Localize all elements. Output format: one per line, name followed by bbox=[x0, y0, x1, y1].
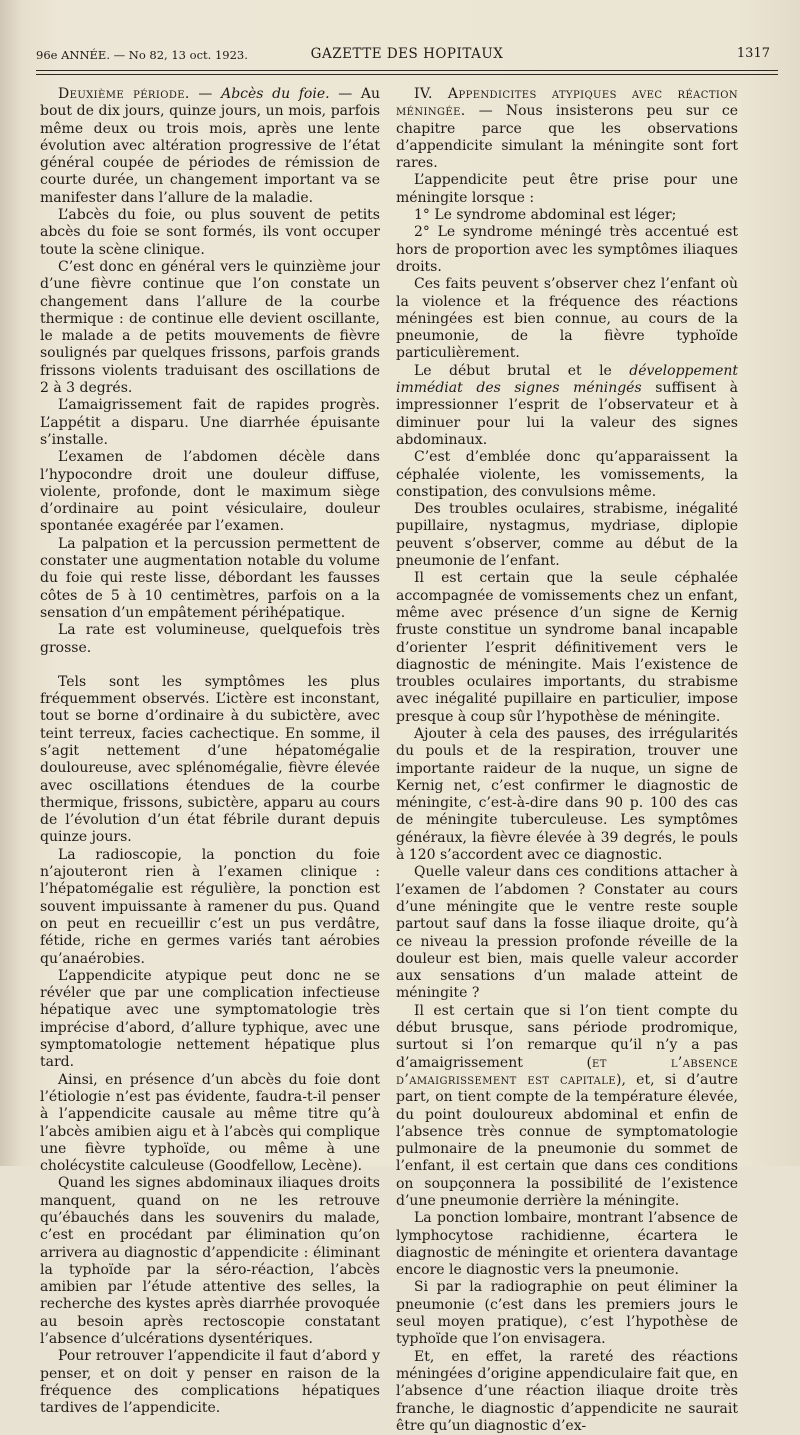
paragraph: La palpation et la percussion permettent de constater une augmentation notable du volume du foie qui reste lisse, débordant les fausses côtes de 5 à 10 centimètres, parfois on a la sensation d’un empâtement périhépatique. bbox=[40, 535, 380, 621]
emphasis: développement immédiat des signes méningés bbox=[396, 362, 738, 397]
paragraph: C’est donc en général vers le quinzième jour d’une fièvre continue que l’on constate un changement dans l’allure de la courbe thermique : de continue elle devient oscillante, le malade a de petits mouvements de fièvre soulignés par quelques frissons, parfois grands frissons violents traduisant des oscillations de 2 à 3 degrés. bbox=[40, 258, 380, 397]
paragraph: Pour retrouver l’appendicite il faut d’abord y penser, et on doit y penser en raison de la fréquence des complications hépatiques tardives de l’appendicite. bbox=[40, 1348, 380, 1417]
paragraph: IV. Appendicites atypiques avec réaction méningée. — Nous insisterons peu sur ce chapitre parce que les observations d’appendicite simulant la méningite sont fort rares. bbox=[396, 86, 738, 172]
paragraph: Quelle valeur dans ces conditions attacher à l’examen de l’abdomen ? Constater au cours d’une méningite que le ventre reste souple partout sauf dans la fosse iliaque droite, qu’à ce niveau la pression profonde réveille de la douleur est bien, mais quelle valeur accorder aux sensations d’un malade atteint de méningite ? bbox=[396, 864, 738, 1002]
paragraph: Tels sont les symptômes les plus fréquemment observés. L’ictère est inconstant, tout se borne d’ordinaire à du subictère, avec teint terreux, facies cachectique. En somme, il s’agit nettement d’une hépatomégalie douloureuse, avec splénomégalie, fièvre élevée avec oscillations étendues de la courbe thermique, frissons, subictère, apparu au cours de l’évolution d’un état fébrile durant depuis quinze jours. bbox=[40, 673, 380, 846]
emphasis: et l’absence d’amaigrissement est capitale bbox=[396, 1054, 738, 1088]
paragraph: L’examen de l’abdomen décèle dans l’hypocondre droit une douleur diffuse, violente, profonde, dont le maximum siège d’ordinaire au point vésiculaire, douleur spontanée exagérée par l’examen. bbox=[40, 449, 380, 535]
page-number: 1317 bbox=[736, 46, 770, 61]
paragraph: Il est certain que si l’on tient compte du début brusque, sans période prodromique, surtout si l’on remarque qu’il n’y a pas d’amaigrissement (et l’absence d’amaigrissement est capitale), et, si d’autre part, on tient compte de la température élevée, du point douloureux abdominal et enfin de l’absence très connue de symptomatologie pulmonaire de la pneumonie du sommet de l’enfant, il est certain que dans ces conditions on soupçonnera la possibilité de l’existence d’une pneumonie derrière la méningite. bbox=[396, 1002, 738, 1209]
paragraph: La rate est volumineuse, quelquefois très grosse. bbox=[40, 622, 380, 656]
paragraph: Ajouter à cela des pauses, des irrégularités du pouls et de la respiration, trouver une importante raideur de la nuque, un signe de Kernig net, c’est confirmer le diagnostic de méningite, c’est-à-dire dans 90 p. 100 des cas de méningite tuberculeuse. Les symptômes généraux, la fièvre élevée à 39 degrés, le pouls à 120 s’accordent avec ce diagnostic. bbox=[396, 725, 738, 864]
paragraph: Si par la radiographie on peut éliminer la pneumonie (c’est dans les premiers jours le seul moyen pratique), c’est l’hypothèse de typhoïde que l’on envisagera. bbox=[396, 1279, 738, 1348]
paragraph: L’appendicite peut être prise pour une méningite lorsque : bbox=[396, 172, 738, 206]
journal-title: GAZETTE DES HOPITAUX bbox=[310, 46, 504, 62]
left-column bbox=[40, 86, 380, 1418]
section-heading: Deuxième période. bbox=[58, 86, 190, 102]
paragraph: Des troubles oculaires, strabisme, inégalité pupillaire, nystagmus, mydriase, diplopie peuvent s’observer, comme au début de la pneumonie de l’enfant. bbox=[396, 501, 738, 570]
paragraph: Le début brutal et le développement immédiat des signes méningés suffisent à impressionner l’esprit de l’observateur et à diminuer pour lui la valeur des signes abdominaux. bbox=[396, 362, 738, 448]
paragraph: La radioscopie, la ponction du foie n’ajouteront rien à l’examen clinique : l’hépatomégalie est régulière, la ponction est souvent impuissante à ramener du pus. Quand on peut en recueillir c’est un pus verdâtre, fétide, riche en germes variés tant aérobies qu’anaérobies. bbox=[40, 846, 380, 967]
paragraph: Quand les signes abdominaux iliaques droits manquent, quand on ne les retrouve qu’ébauchés dans les souvenirs du malade, c’est en procédant par élimination qu’on arrivera au diagnostic d’appendicite : éliminant la typhoïde par la séro-réaction, l’abcès amibien par l’étude attentive des selles, la recherche des kystes après diarrhée provoquée au besoin après rectoscopie constatant l’absence d’ulcérations dysentériques. bbox=[40, 1175, 380, 1348]
paragraph: L’amaigrissement fait de rapides progrès. L’appétit a disparu. Une diarrhée épuisante s’installe. bbox=[40, 397, 380, 448]
paragraph: Ainsi, en présence d’un abcès du foie dont l’étiologie n’est pas évidente, faudra-t-il penser à l’appendicite causale au même titre qu’à l’abcès amibien aigu et à l’abcès qui complique une fièvre typhoïde, ou même à une cholécystite calculeuse (Goodfellow, Lecène). bbox=[40, 1071, 380, 1175]
paragraph: Deuxième période. — Abcès du foie. — Au bout de dix jours, quinze jours, un mois, parfois même deux ou trois mois, après une lente évolution avec altération progressive de l’état général coupée de périodes de rémission de courte durée, un changement important va se manifester dans l’allure de la maladie. bbox=[40, 86, 380, 206]
list-item: 2° Le syndrome méningé très accentué est hors de proportion avec les symptômes iliaques droits. bbox=[396, 224, 738, 275]
section-subtitle: Abcès du foie. bbox=[221, 86, 330, 102]
right-column bbox=[396, 86, 738, 1435]
section-heading: IV. Appendicites atypiques avec réaction méningée. bbox=[396, 86, 738, 120]
paragraph: Ces faits peuvent s’observer chez l’enfant où la violence et la fréquence des réactions méningées est bien connue, au cours de la pneumonie, de la fièvre typhoïde particulièrement. bbox=[396, 276, 738, 362]
paragraph: L’appendicite atypique peut donc ne se révéler que par une complication infectieuse hépatique avec une symptomatologie très imprécise d’abord, d’allure typhique, avec une symptomatologie nettement hépatique plus tard. bbox=[40, 967, 380, 1071]
paragraph: C’est d’emblée donc qu’apparaissent la céphalée violente, les vomissements, la constipation, des convulsions même. bbox=[396, 449, 738, 500]
paragraph: L’abcès du foie, ou plus souvent de petits abcès du foie se sont formés, ils vont occuper toute la scène clinique. bbox=[40, 207, 380, 258]
paragraph: La ponction lombaire, montrant l’absence de lymphocytose rachidienne, écartera le diagnostic de méningite et orientera davantage encore le diagnostic vers la pneumonie. bbox=[396, 1210, 738, 1279]
paragraph: Et, en effet, la rareté des réactions méningées d’origine appendiculaire fait que, en l’absence d’une réaction iliaque droite très franche, le diagnostic d’appendicite ne saurait être qu’un diagnostic d’ex- bbox=[396, 1348, 738, 1434]
header-rule-thin bbox=[36, 74, 778, 75]
header-rule-thick bbox=[36, 70, 778, 71]
list-item: 1° Le syndrome abdominal est léger; bbox=[414, 207, 677, 224]
paragraph: Il est certain que la seule céphalée accompagnée de vomissements chez un enfant, même avec présence d’un signe de Kernig fruste constitue un syndrome banal incapable d’orienter l’esprit définitivement vers le diagnostic de méningite. Mais l’existence de troubles oculaires importants, du strabisme avec inégalité pupillaire en particulier, impose presque à coup sûr l’hypothèse de méningite. bbox=[396, 570, 738, 725]
page-header bbox=[36, 44, 778, 66]
issue-info: 96e ANNÉE. — No 82, 13 oct. 1923. bbox=[36, 48, 248, 62]
